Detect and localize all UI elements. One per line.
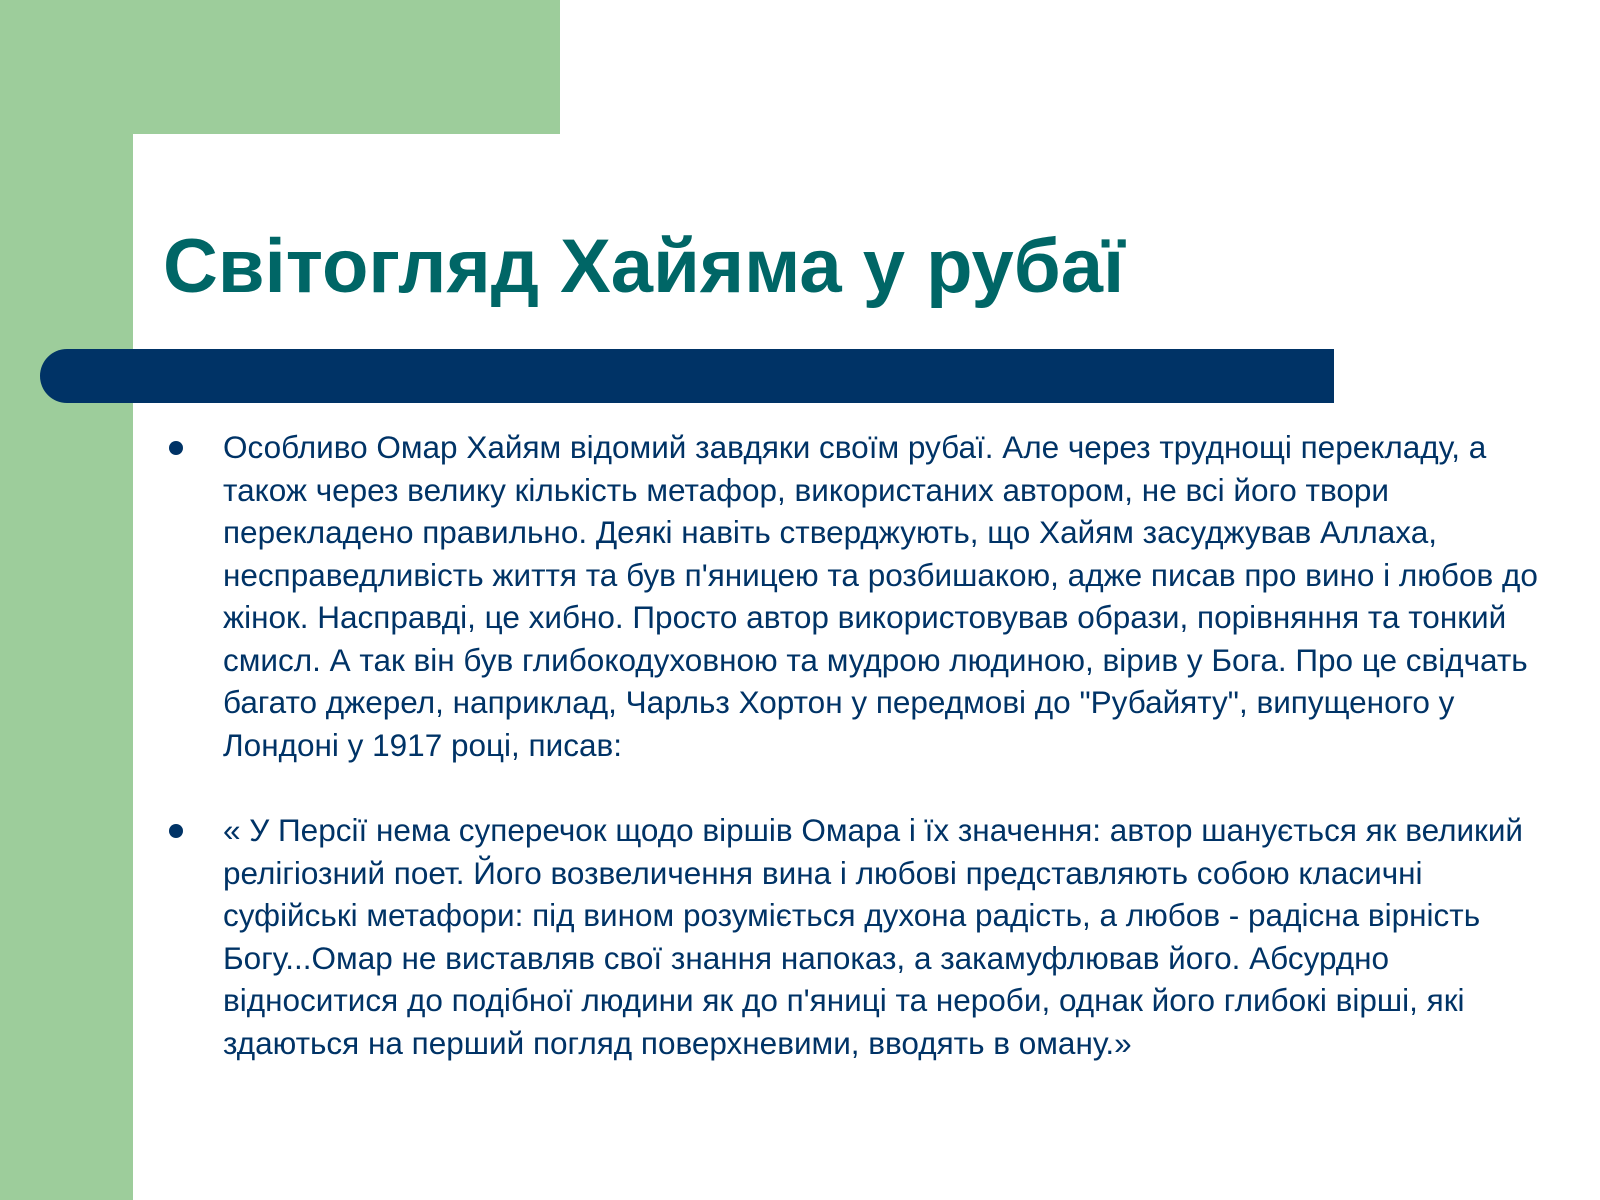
slide-body [163,426,1543,1064]
bullet-item [163,809,1543,1064]
bullet-text: « У Персії нема суперечок щодо віршів Омара і їх значення: автор шанується як великий релігіозний поет. Його возвеличення вина і любові представляють собою класичні суфійські метафори: під вином розуміється духона радість, а любов - радісна вірність Богу...Омар не виставляв свої знання напоказ, а закамуфлював його. Абсурдно відноситися до подібної людини як до п'яниці та нероби, однак його глибокі вірші, які здаються на перший погляд поверхневими, вводять в оману.» [223,812,1524,1061]
bullet-dot-icon [169,441,183,455]
bullet-item [163,426,1543,766]
title-underline-bar [40,349,1334,403]
decorative-green-side-band [0,0,133,1200]
bullet-dot-icon [169,824,183,838]
bullet-text: Особливо Омар Хайям відомий завдяки своїм рубаї. Але через труднощі перекладу, а також через велику кількість метафор, використаних автором, не всі його твори перекладено правильно. Деякі навіть стверджують, що Хайям засуджував Аллаха, несправедливість життя та був п'яницею та розбишакою, адже писав про вино і любов до жінок. Насправді, це хибно. Просто автор використовував образи, порівняння та тонкий смисл. А так він був глибокодуховною та мудрою людиною, вірив у Бога. Про це свідчать багато джерел, наприклад, Чарльз Хортон у передмові до "Рубайяту", випущеного у Лондоні у 1917 році, писав: [223,429,1538,763]
slide-title: Світогляд Хайяма у рубаї [163,224,1125,309]
